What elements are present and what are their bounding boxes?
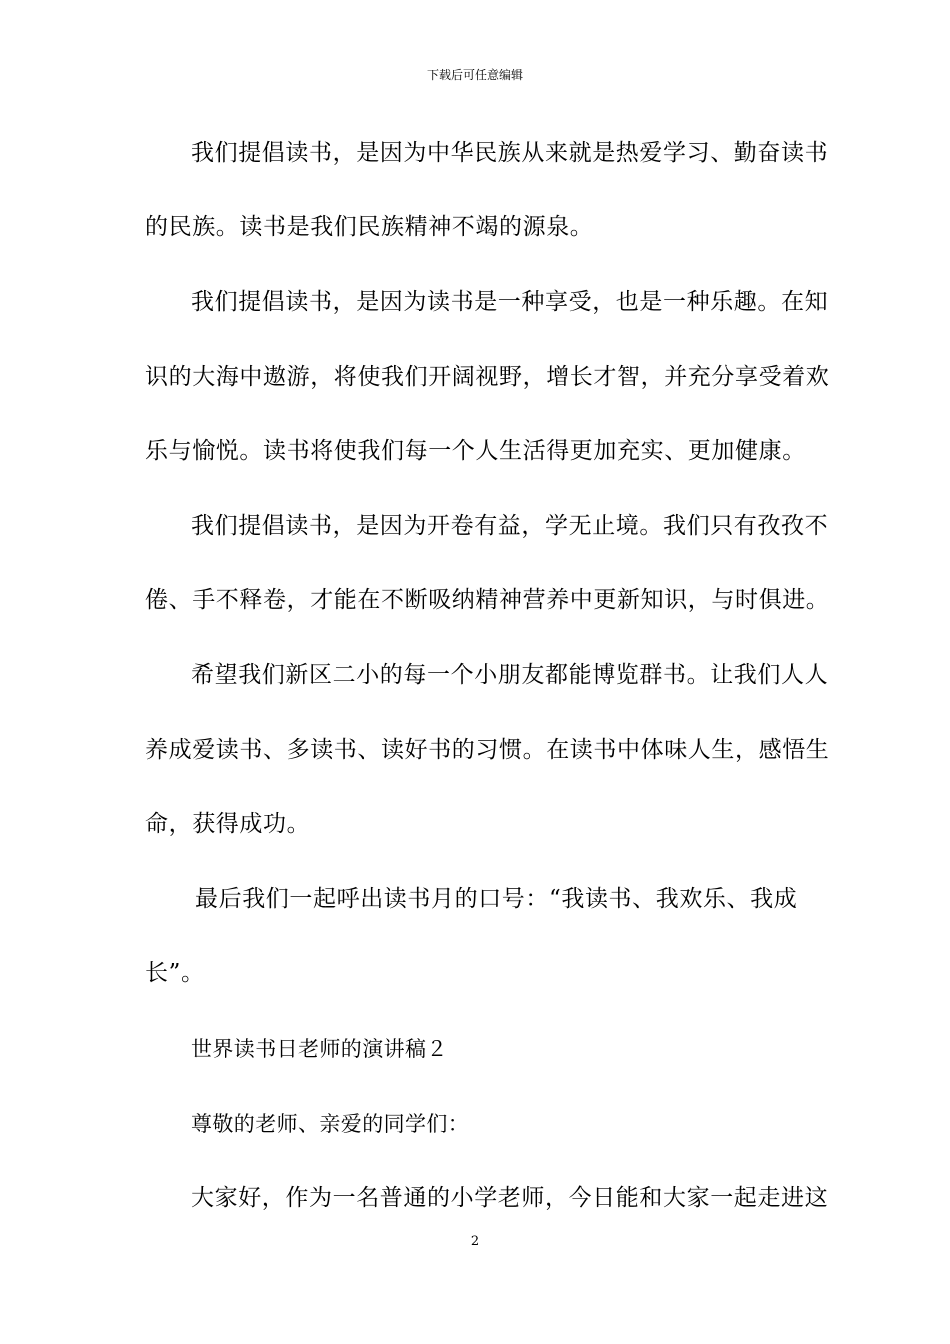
text-line: 命，获得成功。 [145,811,311,837]
page-header: 下载后可任意编辑 [426,68,523,82]
text-line: 的民族。读书是我们民族精神不竭的源泉。 [145,214,594,240]
text-line: 养成爱读书、多读书、读好书的习惯。在读书中体味人生，感悟生 [145,737,830,763]
text-line: 我们提倡读书，是因为读书是一种享受，也是一种乐趣。在知 [191,289,829,315]
text-line: 大家好，作为一名普通的小学老师，今日能和大家一起走进这 [191,1185,829,1211]
text-line: 倦、手不释卷，才能在不断吸纳精神营养中更新知识，与时俱进。 [145,587,830,613]
text-line: 尊敬的老师、亲爱的同学们： [191,1112,470,1136]
text-line: 乐与愉悦。读书将使我们每一个人生活得更加充实、更加健康。 [145,438,806,464]
section-title: 世界读书日老师的演讲稿２ [191,1037,448,1061]
text-line: 希望我们新区二小的每一个小朋友都能博览群书。让我们人人 [191,662,829,688]
text-line: 我们提倡读书，是因为中华民族从来就是热爱学习、勤奋读书 [191,140,829,166]
text-line: 我们提倡读书，是因为开卷有益，学无止境。我们只有孜孜不 [191,513,829,539]
text-line: 长”。 [145,960,205,986]
text-line: 最后我们一起呼出读书月的口号：“我读书、我欢乐、我成 [195,886,798,912]
text-line: 识的大海中遨游，将使我们开阔视野，增长才智，并充分享受着欢 [145,364,830,390]
page-number: 2 [470,1234,480,1249]
